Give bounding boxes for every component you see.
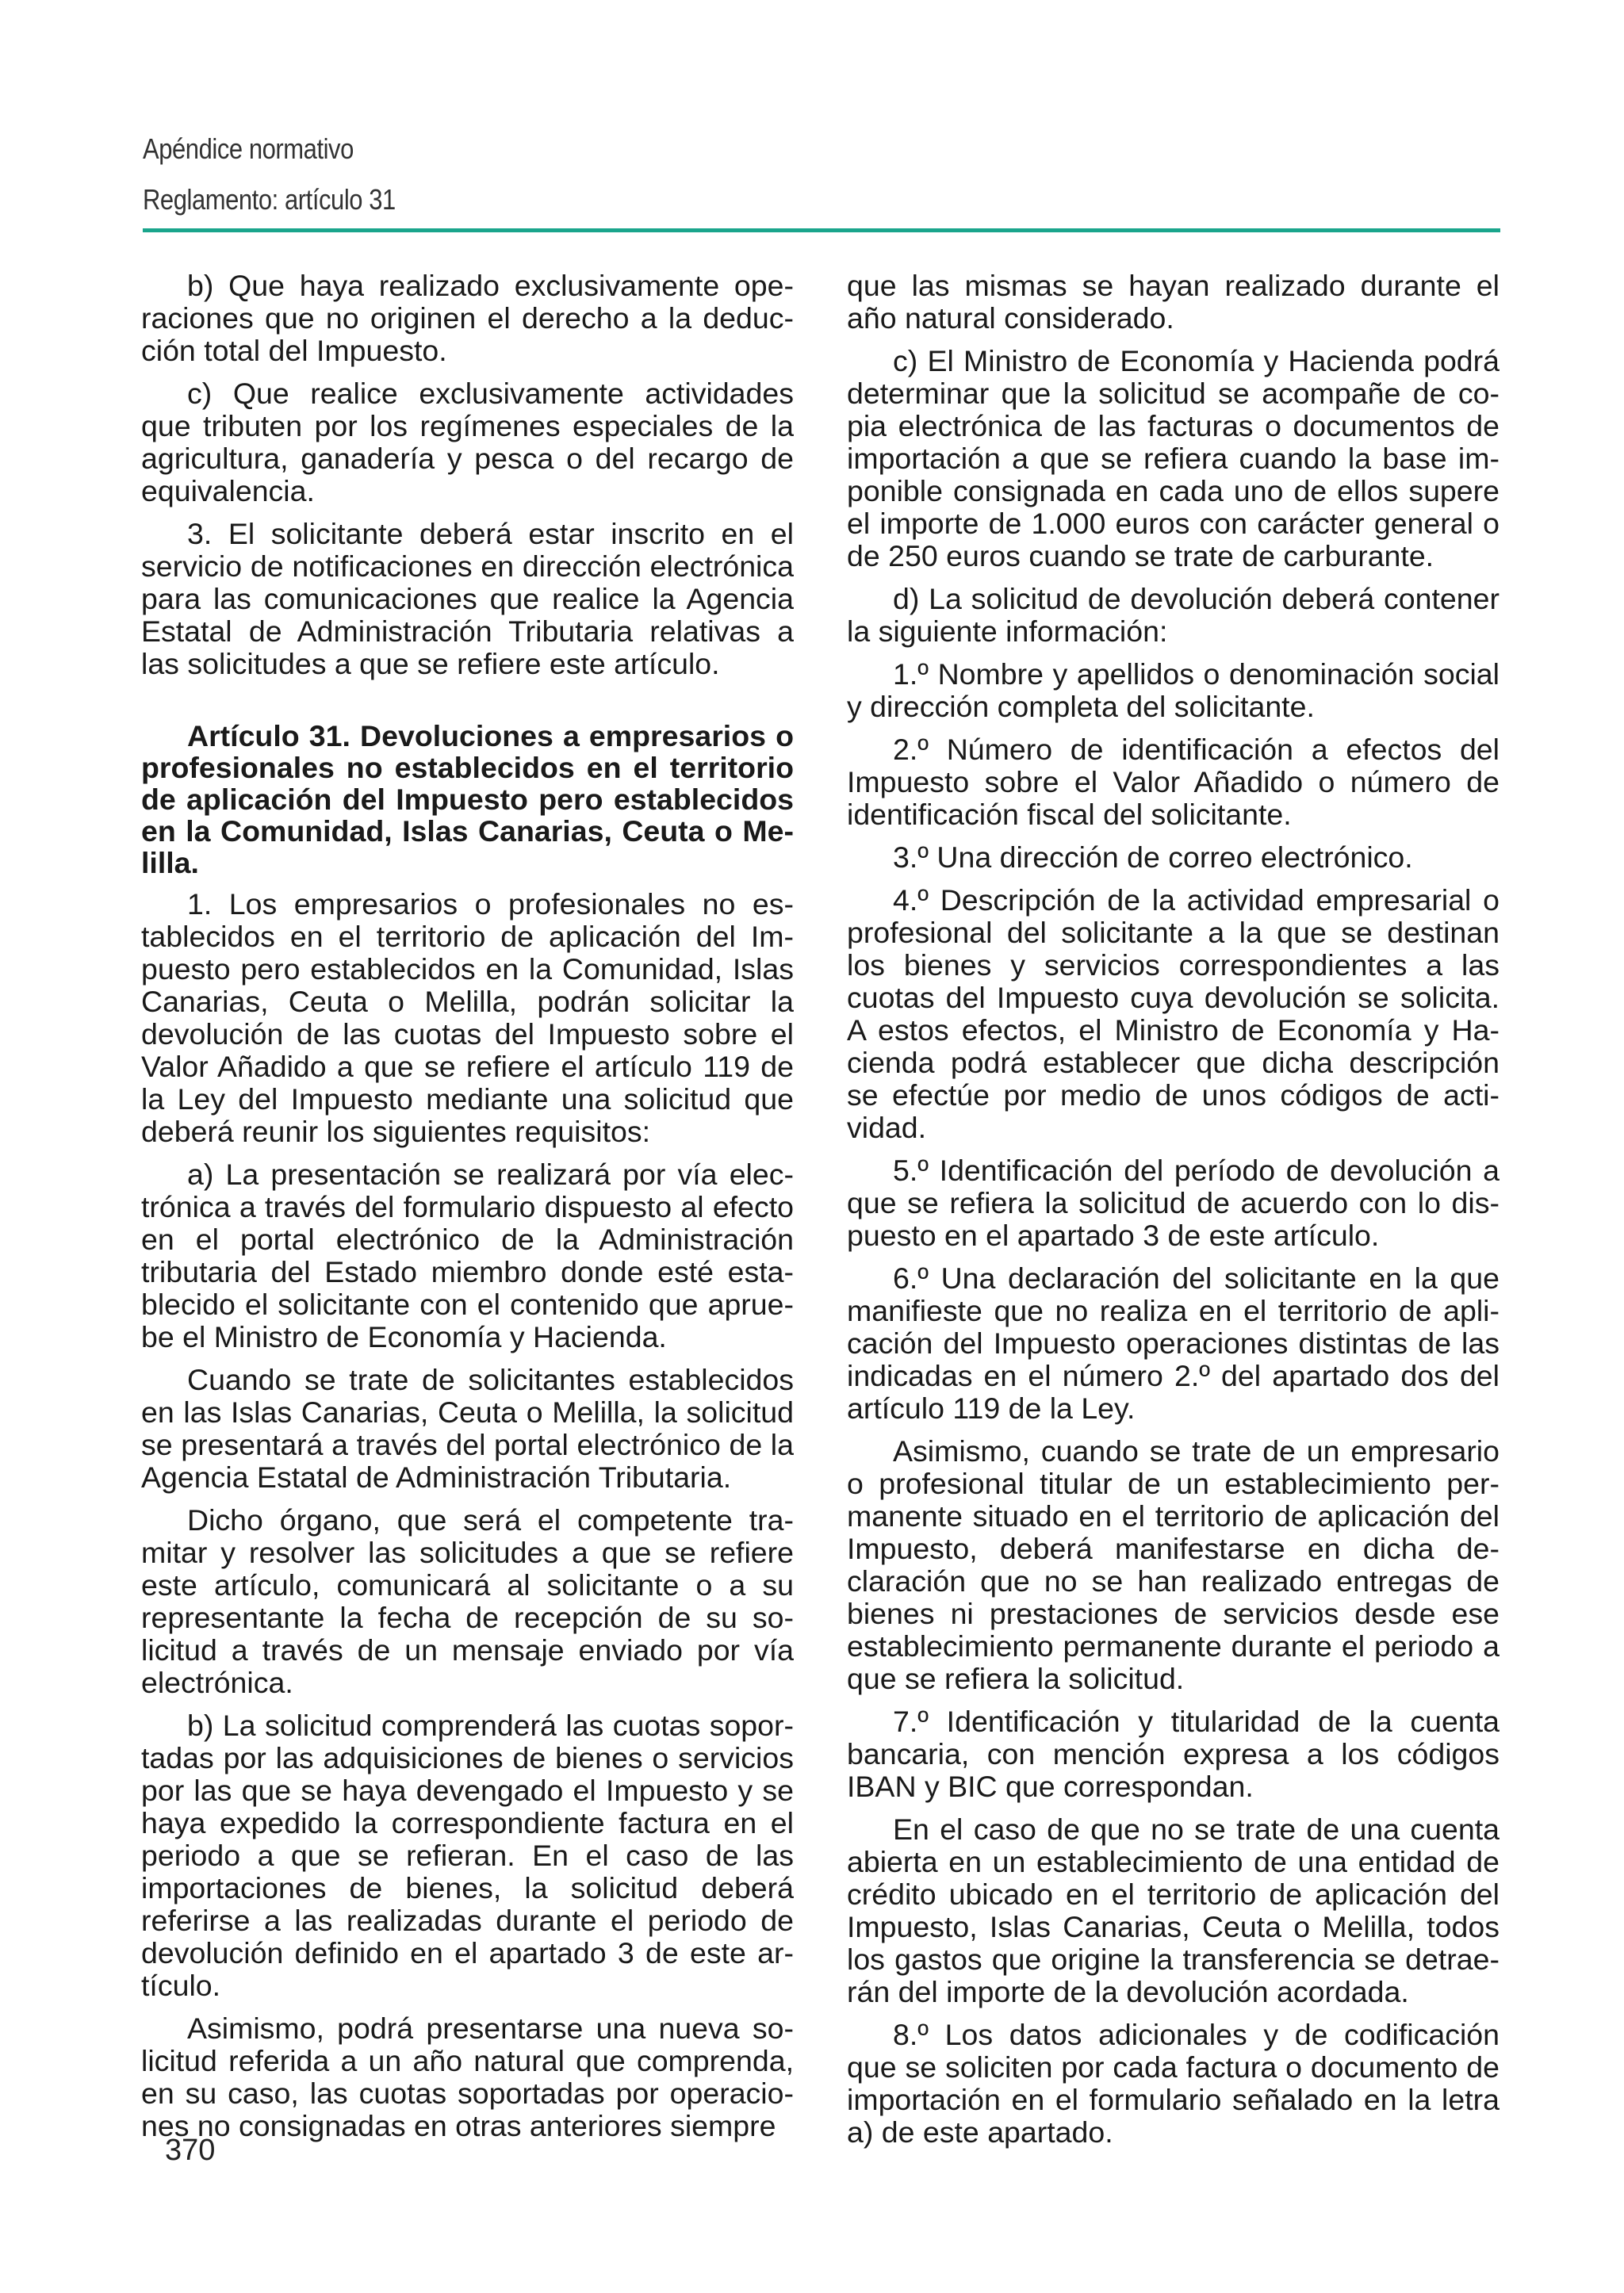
right-column <box>847 270 1500 2159</box>
paragraph: b) Que haya realizado exclusivamente operaciones que no originen el derecho a la deducción total del Impuesto. <box>141 269 794 367</box>
paragraph: Asimismo, podrá presentarse una nueva solicitud referida a un año natural que comprenda, en su caso, las cuotas soportadas por operaciones no consignadas en otras anteriores siempre <box>141 2012 794 2142</box>
article-heading: Artículo 31. Devoluciones a empresarios o profesionales no establecidos en el territorio de aplicación del Impuesto pero establecidos en la Comunidad, Islas Canarias, Ceuta o Melilla. <box>141 719 794 879</box>
paragraph: En el caso de que no se trate de una cuenta abierta en un establecimiento de una entidad de crédito ubicado en el territorio de aplicación del Impuesto, Islas Canarias, Ceuta o Melilla, todos los gastos que origine la transferencia se detraerán del importe de la devolución acordada. <box>847 1813 1500 2008</box>
paragraph-continuation: que las mismas se hayan realizado durante el año natural considerado. <box>847 269 1500 335</box>
paragraph: 1.º Nombre y apellidos o denominación social y dirección completa del solicitante. <box>847 657 1500 723</box>
paragraph: b) La solicitud comprenderá las cuotas soportadas por las adquisiciones de bienes o servicios por las que se haya devengado el Impuesto y se haya expedido la correspondiente factura en el periodo a que se refieran. En el caso de las importaciones de bienes, la solicitud deberá referirse a las realizadas durante el periodo de devolución definido en el apartado 3 de este artículo. <box>141 1709 794 2002</box>
paragraph: 5.º Identificación del período de devolución a que se refiera la solicitud de acuerdo con lo dispuesto en el apartado 3 de este artículo. <box>847 1154 1500 1252</box>
paragraph: 8.º Los datos adicionales y de codificación que se soliciten por cada factura o documento de importación en el formulario señalado en la letra a) de este apartado. <box>847 2018 1500 2149</box>
paragraph: 1. Los empresarios o profesionales no establecidos en el territorio de aplicación del Impuesto pero establecidos en la Comunidad, Islas Canarias, Ceuta o Melilla, podrán solicitar la devolución de las cuotas del Impuesto sobre el Valor Añadido a que se refiere el artículo 119 de la Ley del Impuesto mediante una solicitud que deberá reunir los siguientes requisitos: <box>141 887 794 1148</box>
paragraph: 3. El solicitante deberá estar inscrito en el servicio de notificaciones en dirección electrónica para las comunicaciones que realice la Agencia Estatal de Administración Tributaria relativas a las solicitudes a que se refiere este artículo. <box>141 517 794 680</box>
paragraph: 6.º Una declaración del solicitante en la que manifieste que no realiza en el territorio de aplicación del Impuesto operaciones distintas de las indicadas en el número 2.º del apartado dos del artículo 119 de la Ley. <box>847 1261 1500 1425</box>
paragraph: c) Que realice exclusivamente actividades que tributen por los regímenes especiales de la agricultura, ganadería y pesca o del recargo de equivalencia. <box>141 377 794 507</box>
paragraph: 4.º Descripción de la actividad empresarial o profesional del solicitante a la que se destinan los bienes y servicios correspondientes a las cuotas del Impuesto cuya devolución se solicita. A estos efectos, el Ministro de Economía y Hacienda podrá establecer que dicha descripción se efectúe por medio de unos códigos de actividad. <box>847 883 1500 1144</box>
paragraph: 3.º Una dirección de correo electrónico. <box>893 840 1413 874</box>
paragraph: Asimismo, cuando se trate de un empresario o profesional titular de un establecimiento permanente situado en el territorio de aplicación del Impuesto, deberá manifestarse en dicha declaración que no se han realizado entregas de bienes ni prestaciones de servicios desde ese establecimiento permanente durante el periodo a que se refiera la solicitud. <box>847 1434 1500 1695</box>
left-column <box>141 270 794 2153</box>
paragraph: Dicho órgano, que será el competente tramitar y resolver las solicitudes a que se refiere este artículo, comunicará al solicitante o a su representante la fecha de recepción de su solicitud a través de un mensaje enviado por vía electrónica. <box>141 1503 794 1699</box>
paragraph: a) La presentación se realizará por vía electrónica a través del formulario dispuesto al efecto en el portal electrónico de la Administración tributaria del Estado miembro donde esté establecido el solicitante con el contenido que apruebe el Ministro de Economía y Hacienda. <box>141 1158 794 1353</box>
paragraph: 7.º Identificación y titularidad de la cuenta bancaria, con mención expresa a los códigos IBAN y BIC que correspondan. <box>847 1705 1500 1803</box>
paragraph: 2.º Número de identificación a efectos del Impuesto sobre el Valor Añadido o número de identificación fiscal del solicitante. <box>847 733 1500 831</box>
header-rule <box>143 228 1500 232</box>
paragraph: c) El Ministro de Economía y Hacienda podrá determinar que la solicitud se acompañe de copia electrónica de las facturas o documentos de importación a que se refiera cuando la base imponible consignada en cada uno de ellos supere el importe de 1.000 euros con carácter general o de 250 euros cuando se trate de carburante. <box>847 344 1500 572</box>
running-header <box>143 127 1500 222</box>
header-subsection: Reglamento: artículo 31 <box>143 183 396 216</box>
page-number: 370 <box>165 2134 216 2167</box>
header-section: Apéndice normativo <box>143 132 354 165</box>
paragraph: Cuando se trate de solicitantes establecidos en las Islas Canarias, Ceuta o Melilla, la solicitud se presentará a través del portal electrónico de la Agencia Estatal de Administración Tributaria. <box>141 1363 794 1494</box>
paragraph: d) La solicitud de devolución deberá contener la siguiente información: <box>847 582 1500 648</box>
